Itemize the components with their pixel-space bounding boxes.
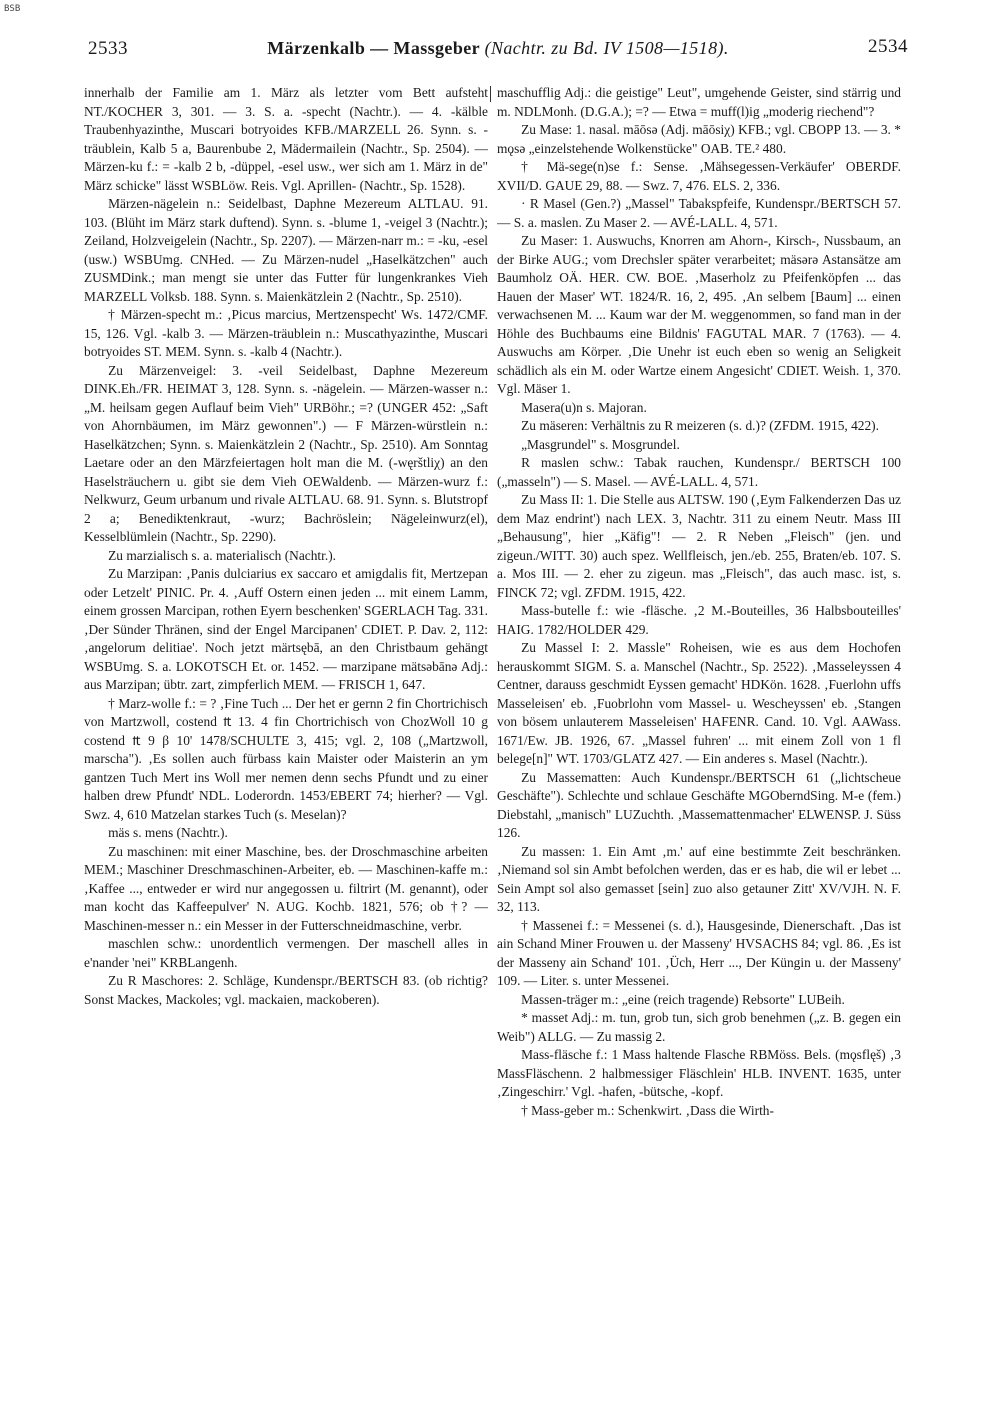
dictionary-entry: Zu Massematten: Auch Kundenspr./BERTSCH 61 („lichtscheue Geschäfte"). Schlechte und schlaue Geschäfte MGOberndSing. M-e (fem.) Diebstahl, „manisch" LUZuchth. ‚Massemattenmacher' ELWENSP. J. Süss 126. (497, 769, 901, 840)
library-stamp: BSB (4, 4, 21, 14)
dictionary-entry: Zu massen: 1. Ein Amt ‚m.' auf eine bestimmte Zeit beschränken. ‚Niemand sol sin Ambt befolchen werden, das er es hab, die wil er lebet ... Sein Ampt sol also gemasset [sein] zuo also getauner Zitt' XV/VJH. N. F. 32, 113. (497, 843, 901, 914)
dictionary-entry: R maslen schw.: Tabak rauchen, Kundenspr./ BERTSCH 100 („masseln") — S. Masel. — AVÉ-LALL. 4, 571. (497, 455, 901, 489)
dictionary-entry: „Masgrundel" s. Mosgrundel. (521, 436, 680, 452)
dictionary-entry: Zu mäseren: Verhältnis zu R meizeren (s. d.)? (ZFDM. 1915, 422). (521, 418, 879, 433)
dictionary-entry: Zu Massel I: 2. Massle" Roheisen, wie es aus dem Hochofen herauskommt SIGM. S. a. Manschel (Nachtr., Sp. 2522). ‚Masseleyssen 4 Centner, darauss geschmidt Eyssen gemacht' HDKön. 1628. ‚Fuerlohn uffs Masseleisen' eb. ‚Fuobrlohn vom Massel- u. Wescheyssen' eb. ‚Stangen von bösem unlauterem Masseleisen' HAFENR. Cand. 10. Vgl. AAWass. 1671/Ew. JB. 1926, 67. „Massel fuhren' ... mit einem Zoll von 1 fl belege[n]" WT. 1703/GLATZ 427. — Ein anderes s. Masel (Nachtr.). (497, 640, 901, 766)
dictionary-entry: Zu Mass II: 1. Die Stelle aus ALTSW. 190 (‚Eym Falkenderzen Das uz dem Maz endrint') nach LEX. 3, Nachtr. 311 zu einem Neutr. Mass III „Behausung", hier „Käfig"! — 2. R Neben „Fleisch" (jen. und zigeun./WITT. 30) auch spez. Wellfleisch, jen./eb. 255, Braten/eb. 107. S. a. Mos III. — 2. eher zu zigeun. mas „Fleisch", das auch masc. ist, s. FINCK 72; vgl. ZFDM. 1915, 422. (497, 492, 901, 600)
dictionary-entry: Zu marzialisch s. a. materialisch (Nachtr.). (108, 547, 337, 563)
left-column (84, 84, 488, 1384)
page-header (88, 38, 908, 62)
dictionary-entry: innerhalb der Familie am 1. März als letzter vom Bett aufsteht NT./KOCHER 3, 301. — 3. S. a. -specht (Nachtr.). — 4. -kälble Traubenhyazinthe, Muscari botryoides KFB./MARZELL 26. Synn. s. -träublein, Kalb 5 a, Baurenbube 2, Mädermailein (Nachtr., Sp. 2504). — Märzen-ku f.: = -kalb 2 b, -düppel, -esel usw., wer sich am 1. März in de" März schicke" lässt WSBLöw. Reis. Vgl. Aprillen- (Nachtr., Sp. 1528). (84, 85, 488, 193)
page-number-right: 2534 (868, 36, 908, 57)
running-title (88, 38, 908, 59)
dictionary-entry: † Märzen-specht m.: ‚Picus marcius, Mertzenspecht' Ws. 1472/CMF. 15, 126. Vgl. -kalb 3. — Märzen-träublein n.: Muscathyazinthe, Muscari botryoides ST. MEM. Synn. s. -kalb 4 (Nachtr.). (84, 307, 488, 359)
dictionary-entry: Zu Maser: 1. Auswuchs, Knorren am Ahorn-, Kirsch-, Nussbaum, an der Birke AUG.; vom Drechsler später verarbeitet; mäsərə Astansätze am Baumholz OÄ. HER. CW. BOE. ‚Maserholz zu Pfeifenköpfen ... das Hauen der Maser' WT. 1824/R. 16, 2, 495. ‚An selbem [Baum] ... einen verwachsenen M. ... Kaum war der M. weggenommen, so fand man in der Höhle des Buchbaums eine Bildnis' FAGUTAL MAR. 7 (1763). — 4. Auswuchs am Körper. ‚Die Unehr ist euch eben so wenig an Seligkeit schädlich als ein M. oder Wartze einem Angesicht' CDIET. Weish. 1, 370. Vgl. Mäser 1. (497, 233, 901, 396)
dictionary-entry: Zu R Maschores: 2. Schläge, Kundenspr./BERTSCH 83. (ob richtig? Sonst Mackes, Mackoles; vgl. mackaien, mackoberen). (84, 973, 488, 1007)
dictionary-entry: · R Masel (Gen.?) „Massel" Tabakspfeife, Kundenspr./BERTSCH 57. — S. a. maslen. Zu Maser 2. — AVÉ-LALL. 4, 571. (497, 196, 901, 230)
dictionary-entry: † Massenei f.: = Messenei (s. d.), Hausgesinde, Dienerschaft. ‚Das ist ain Schand Miner Frouwen u. der Masseny' HVSACHS 84; vgl. 86. ‚Es ist der Masseny ain Schand' 101. ‚Üch, Herr ..., Der Küngin u. der Masseny' 109. — Liter. s. unter Messenei. (497, 917, 901, 988)
dictionary-entry: Märzen-nägelein n.: Seidelbast, Daphne Mezereum ALTLAU. 91. 103. (Blüht im März stark duftend). Synn. s. -blume 1, -veigel 3 (Nachtr.); Zeiland, Holzveigelein (Nachtr., Sp. 2207). — Märzen-narr m.: = -ku, -esel (usw.) WSBUmg. CNHed. — Zu Märzen-nudel „Haselkätzchen" auch ZUSMDink.; man mengt sie unter das Futter für lungenkrankes Vieh MARZELL Volksb. 188. Synn. s. Maienkätzlein 2 (Nachtr., Sp. 2510). (84, 196, 488, 304)
running-title-note: (Nachtr. zu Bd. IV 1508—1518). (484, 38, 729, 58)
dictionary-entry: maschufflig Adj.: die geistige" Leut", umgehende Geister, sind stärrig und m. NDLMonh. (D.G.A.); =? — Etwa = muff(l)ig „moderig riechend"? (497, 85, 901, 119)
column-divider (490, 86, 491, 102)
dictionary-entry: Zu Märzenveigel: 3. -veil Seidelbast, Daphne Mezereum DINK.Eh./FR. HEIMAT 3, 128. Synn. s. -nägelein. — Märzen-wasser n.: „M. heilsam gegen Auflauf beim Vieh" URBöhr.; =? (UNGER 452: „Saft von Ahornbäumen, im März gewonnen".) — F Märzen-würstlein n.: Haselkätzchen; Synn. s. Maienkätzlein 2 (Nachtr., Sp. 2510). Am Sonntag Laetare oder an den Märzfeiertagen holt man die M. (-węrštliχ) an den Haselsträuchern u. gibt sie dem Vieh OEWaldenb. — Märzen-wurz f.: Nelkwurz, Geum urbanum und rivale ALTLAU. 68. 91. Synn. s. Blutstropf 2 a; Benediktenkraut, -wurz; Bachröslein; Nägeleinwurz(el), Kesselblümlein (Nachtr., Sp. 2290). (84, 362, 488, 544)
dictionary-entry: maschlen schw.: unordentlich vermengen. Der maschell alles in e'nander 'nei" KRBLangenh. (84, 936, 488, 970)
page-number-left: 2533 (88, 38, 128, 59)
dictionary-entry: Masera(u)n s. Majoran. (521, 399, 647, 415)
dictionary-entry: † Mä-sege(n)se f.: Sense. ‚Mähsegessen-Verkäufer' OBERDF. XVII/D. GAUE 29, 88. — Swz. 7, 476. ELS. 2, 336. (497, 159, 901, 193)
dictionary-entry: * masset Adj.: m. tun, grob tun, sich grob benehmen („z. B. gegen ein Weib") ALLG. — Zu massig 2. (497, 1010, 901, 1044)
dictionary-entry: Mass-fläsche f.: 1 Mass haltende Flasche RBMöss. Bels. (mǫsflęš) ‚3 MassFläschenn. 2 halbmessiger Fläschlein' HLB. INVENT. 1635, unter ‚Zingeschirr.' Vgl. -hafen, -bütsche, -kopf. (497, 1047, 901, 1099)
dictionary-entry: mäs s. mens (Nachtr.). (108, 825, 228, 840)
dictionary-entry: Zu Marzipan: ‚Panis dulciarius ex saccaro et amigdalis fit, Mertzepan oder Letzelt' PINIC. Pr. 4. ‚Auff Ostern einen jeden ... mit einem Lamm, einem grossen Marcipan, rothen Eyern beschenken' SGERLACH Tag. 331. ‚Der Sünder Thränen, sind der Engel Marcipanen' CDIET. P. Dav. 2, 112: ‚angelorum delitiae'. Noch jetzt märtsębā, an den Christbaum gehängt WSBUmg. S. a. LOKOTSCH Et. or. 1452. — marzipane mätsəbānə Adj.: aus Marzipan; übtr. zart, zimpferlich MEM. — FRISCH 1, 647. (84, 566, 488, 692)
dictionary-entry: Zu maschinen: mit einer Maschine, bes. der Droschmaschine arbeiten MEM.; Maschiner Dreschmaschinen-Arbeiter, eb. — Maschinen-kaffe m.: ‚Kaffee ..., entweder er wird nur angegossen u. filtrirt (M. genannt), oder man kocht das Kaffeepulver' N. AUG. Kochb. 1821, 576; ob †? — Maschinen-messer n.: ein Messer in der Futterschneidmaschine, verbr. (84, 843, 488, 933)
dictionary-entry: † Marz-wolle f.: = ? ‚Fine Tuch ... Der het er gernn 2 fin Chortrichisch von Martzwoll, costend ₶ 13. 4 fin Chortrichisch von ChozWoll 10 g costend ₶ 9 β 10' 1478/SCHULTE 3, 415; vgl. 2, 108 („Martzwoll, marscha"). ‚Es sollen auch fürbass kain Maister oder Maisterin an ym gantzen Tuch Mert ins Woll mer nemen denn sechs Pfundt und zu einer halben drew Pfundt' NDL. Loderordn. 1453/EBERT 74; hierher? — Vgl. Swz. 4, 610 Matzelan starkes Tuch (s. Meselan)? (84, 695, 488, 822)
dictionary-entry: Zu Mase: 1. nasal. māōsə (Adj. māōsiχ) KFB.; vgl. CBOPP 13. — 3. * mǫsə „einzelstehende Wolkenstücke" OAB. TE.² 480. (497, 122, 901, 156)
right-column (497, 84, 901, 1384)
dictionary-entry: Mass-butelle f.: wie -fläsche. ‚2 M.-Bouteilles, 36 Halbsbouteilles' HAIG. 1782/HOLDER 429. (497, 603, 901, 637)
dictionary-entry: † Mass-geber m.: Schenkwirt. ‚Dass die Wirth- (521, 1102, 774, 1118)
running-title-main: Märzenkalb — Massgeber (267, 38, 480, 58)
dictionary-entry: Massen-träger m.: „eine (reich tragende) Rebsorte" LUBeih. (521, 991, 845, 1007)
